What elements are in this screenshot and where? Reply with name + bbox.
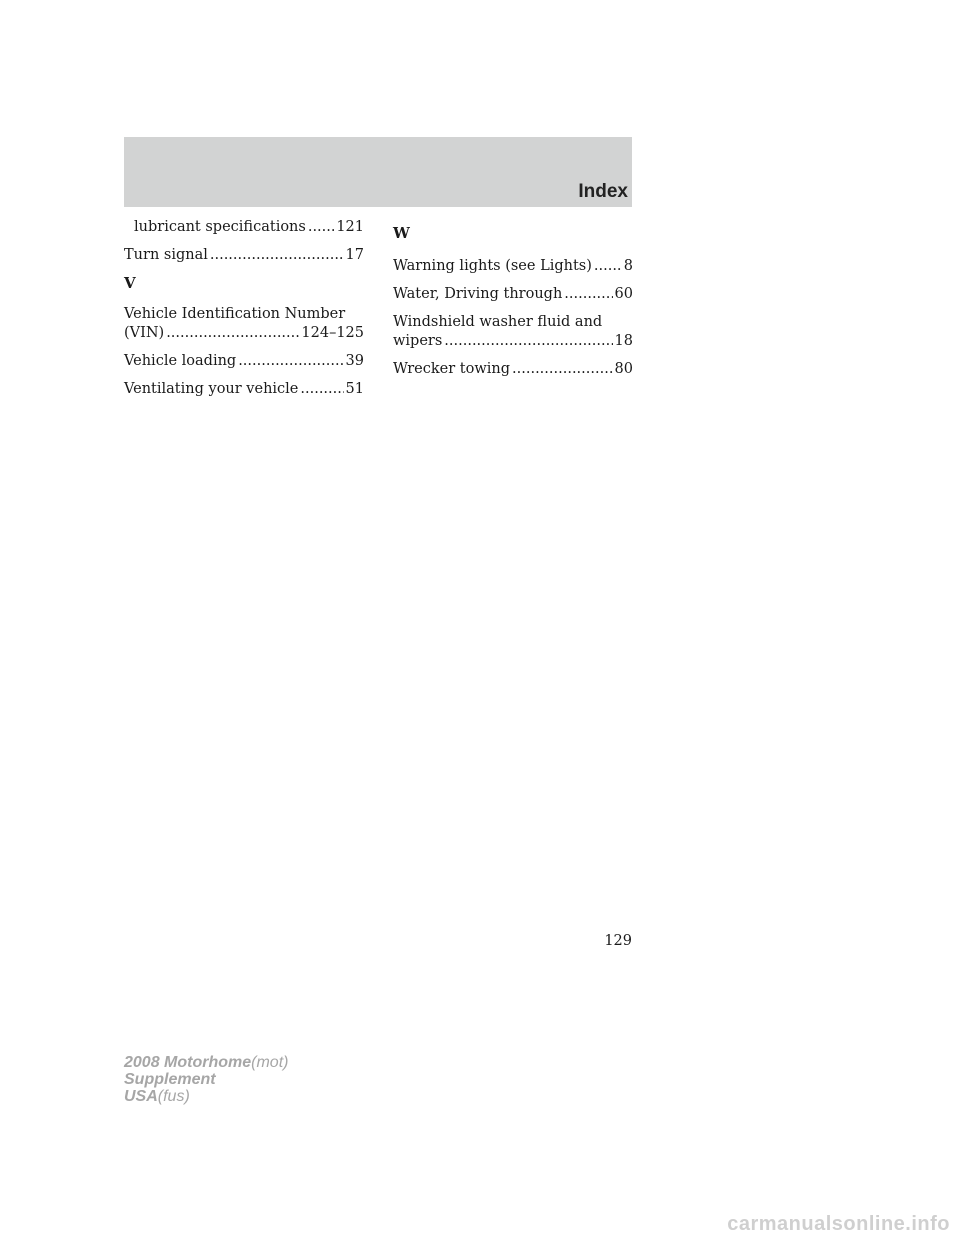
entry-term: Warning lights (see Lights) (393, 258, 592, 274)
watermark: carmanualsonline.info (727, 1213, 950, 1235)
index-entry (393, 257, 633, 276)
entry-page: 121 (336, 219, 364, 235)
entry-page: 18 (614, 333, 633, 349)
entry-page: 80 (614, 361, 633, 377)
entry-term: Vehicle loading (124, 353, 237, 369)
footer-market: USA (124, 1088, 158, 1105)
entry-term: Turn signal (124, 247, 208, 263)
header-band (124, 137, 632, 207)
index-entry (393, 285, 633, 304)
document-footer (124, 1054, 288, 1105)
footer-market-code: (fus) (157, 1088, 190, 1105)
page-number: 129 (604, 933, 632, 949)
entry-page: 8 (623, 258, 633, 274)
entry-term-line1: Vehicle Identification Number (124, 306, 346, 322)
section-letter: W (393, 224, 410, 242)
entry-term: (VIN) (124, 325, 165, 341)
footer-model-code: (mot) (251, 1054, 289, 1071)
entry-term: lubricant specifications (134, 219, 306, 235)
entry-term: Water, Driving through (393, 286, 563, 302)
index-entry (393, 313, 633, 351)
entry-page: 51 (345, 381, 364, 397)
index-entry (124, 246, 364, 265)
entry-term: wipers (393, 333, 443, 349)
entry-page: 17 (345, 247, 364, 263)
index-entry (124, 218, 364, 237)
index-column-left (124, 218, 364, 408)
entry-page: 39 (345, 353, 364, 369)
index-entry (393, 360, 633, 379)
index-entry (124, 352, 364, 371)
footer-supplement: Supplement (124, 1071, 216, 1088)
entry-term: Wrecker towing (393, 361, 511, 377)
index-entry (124, 305, 364, 343)
entry-term: Ventilating your vehicle (124, 381, 299, 397)
entry-page: 60 (614, 286, 633, 302)
page-title: Index (578, 181, 628, 202)
section-letter: V (124, 274, 136, 292)
footer-model: 2008 Motorhome (124, 1054, 252, 1071)
index-column-right (393, 218, 633, 388)
entry-page: 124–125 (301, 325, 364, 341)
index-entry (124, 380, 364, 399)
entry-term-line1: Windshield washer fluid and (393, 314, 603, 330)
